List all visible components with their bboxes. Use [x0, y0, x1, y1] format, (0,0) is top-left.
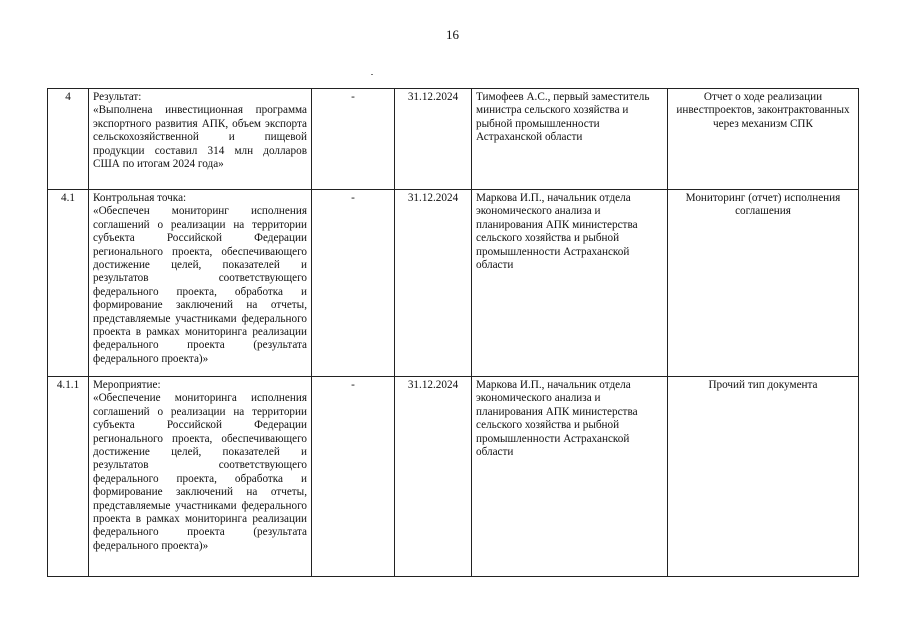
- row-responsible: Тимофеев А.С., первый заместитель министра сельского хозяйства и рыбной промышленности Астраханской области: [472, 89, 668, 190]
- row-description: [89, 190, 312, 377]
- row-dash: -: [312, 89, 395, 190]
- row-number: 4.1.1: [48, 377, 89, 577]
- row-description: [89, 89, 312, 190]
- row-dash: -: [312, 190, 395, 377]
- row-text: «Обеспечение мониторинга исполнения соглашений о реализации на территории субъекта Российской Федерации регионального проекта, обеспечивающего достижение целей, показателей и результатов соответствующего федерального проекта, обработка и формирование заключений на отчеты, представляемые участниками федерального проекта в рамках мониторинга реализации федерального проекта (результата федерального проекта)»: [93, 392, 307, 552]
- row-document: Отчет о ходе реализации инвестпроектов, законтрактованных через механизм СПК: [668, 89, 859, 190]
- row-number: 4.1: [48, 190, 89, 377]
- row-date: 31.12.2024: [395, 377, 472, 577]
- row-text: «Обеспечен мониторинг исполнения соглашений о реализации на территории субъекта Российской Федерации регионального проекта, обеспечивающего достижение целей, показателей и результатов соответствующего федерального проекта, обработка и формирование заключений на отчеты, представляемые участниками федерального проекта в рамках мониторинга реализации федерального проекта (результата федерального проекта)»: [93, 205, 307, 365]
- row-responsible: Маркова И.П., начальник отдела экономического анализа и планирования АПК министерства сельского хозяйства и рыбной промышленности Астраханской области: [472, 377, 668, 577]
- row-responsible: Маркова И.П., начальник отдела экономического анализа и планирования АПК министерства сельского хозяйства и рыбной промышленности Астраханской области: [472, 190, 668, 377]
- row-text: «Выполнена инвестиционная программа экспортного развития АПК, объем экспорта сельскохозяйственной и пищевой продукции составил 314 млн долларов США по итогам 2024 года»: [93, 104, 307, 171]
- row-type-label: Результат:: [93, 91, 142, 103]
- row-document: Мониторинг (отчет) исполнения соглашения: [668, 190, 859, 377]
- row-date: 31.12.2024: [395, 89, 472, 190]
- row-dash: -: [312, 377, 395, 577]
- row-type-label: Контрольная точка:: [93, 192, 187, 204]
- row-number: 4: [48, 89, 89, 190]
- row-date: 31.12.2024: [395, 190, 472, 377]
- table-row: [48, 377, 859, 577]
- plan-table: [47, 88, 859, 577]
- row-document: Прочий тип документа: [668, 377, 859, 577]
- page-number: 16: [446, 27, 459, 42]
- table-row: [48, 190, 859, 377]
- scan-speck: [371, 74, 373, 75]
- row-description: [89, 377, 312, 577]
- table-row: [48, 89, 859, 190]
- row-type-label: Мероприятие:: [93, 379, 161, 391]
